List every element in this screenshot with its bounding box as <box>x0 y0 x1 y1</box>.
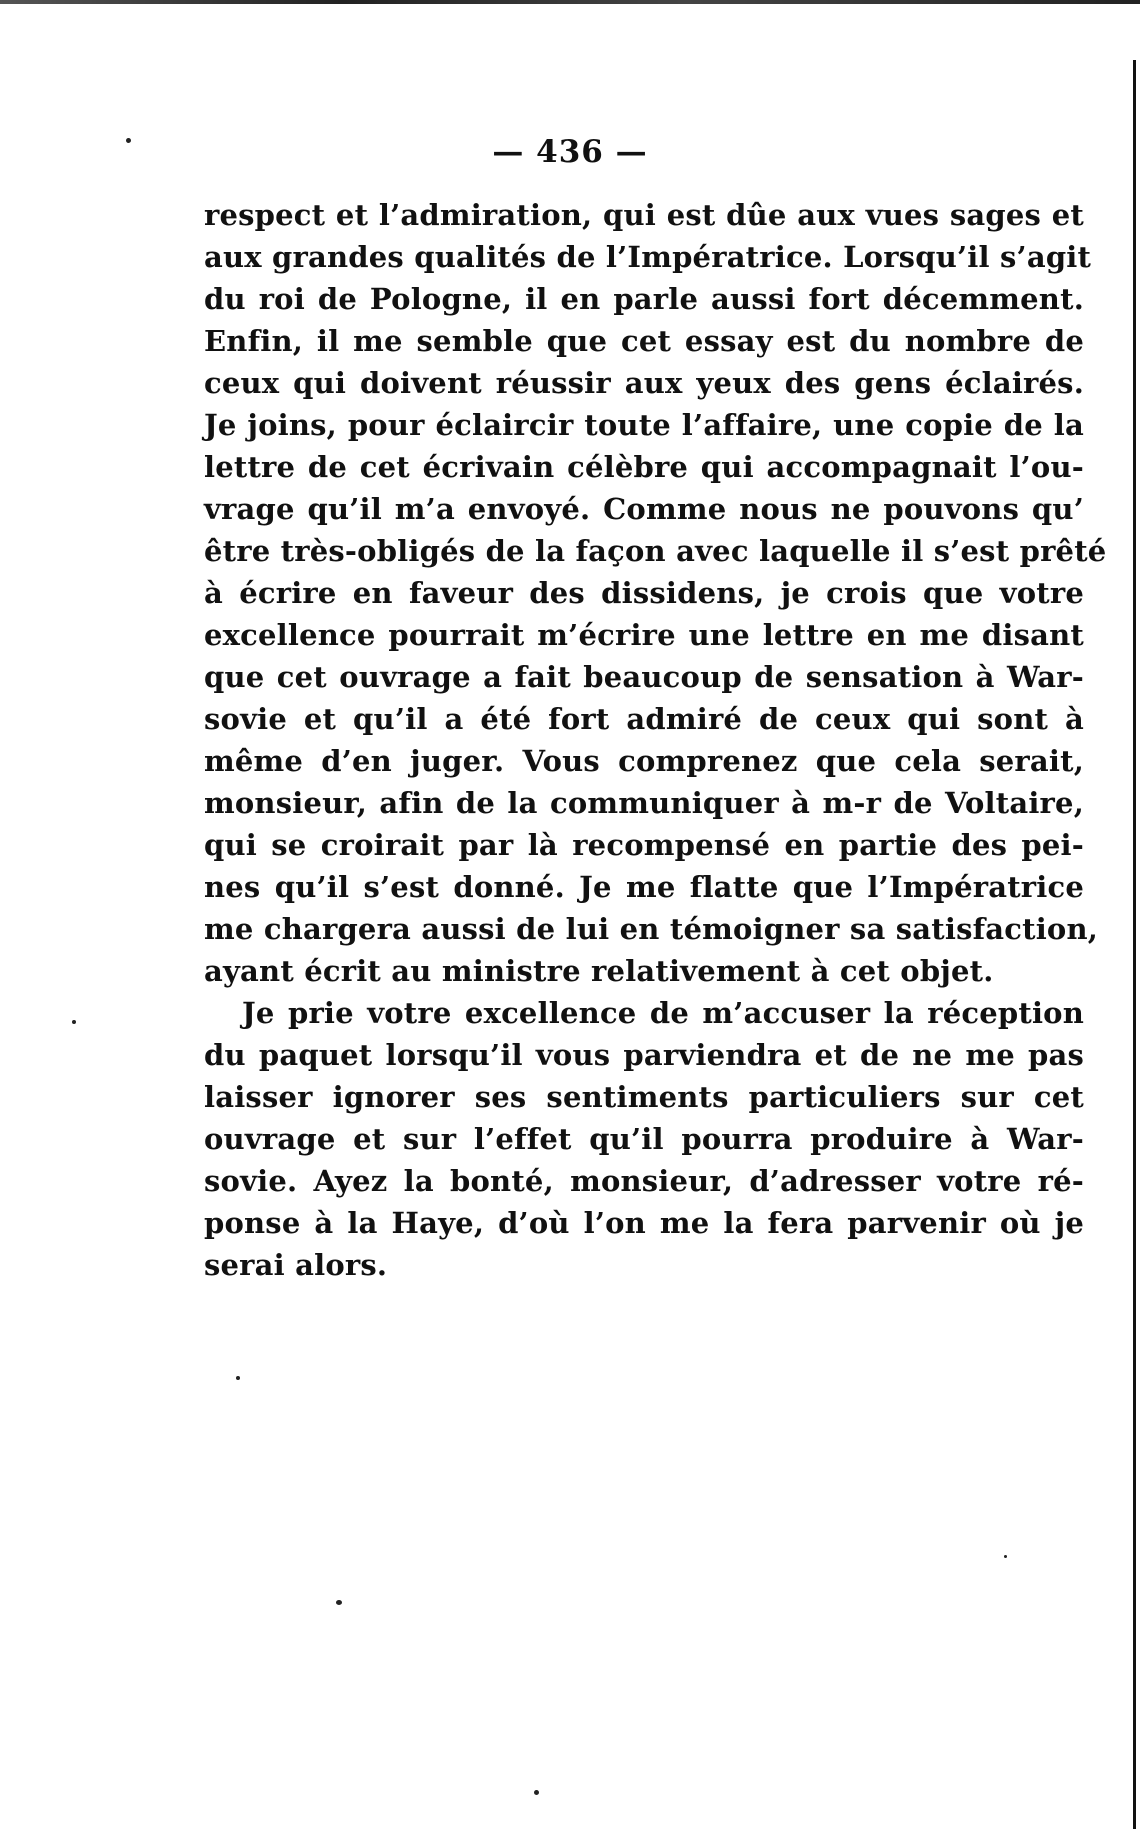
text-line: ceux qui doivent réussir aux yeux des gens éclairés. <box>204 366 1084 400</box>
text-line: monsieur, afin de la communiquer à m-r de Voltaire, <box>204 786 1084 820</box>
body-text <box>204 194 1107 1286</box>
text-line: excellence pourrait m’écrire une lettre en me disant <box>204 618 1084 652</box>
text-line: ponse à la Haye, d’où l’on me la fera parvenir où je <box>204 1206 1084 1240</box>
top-edge-rule <box>0 0 1140 4</box>
scan-speck <box>236 1376 240 1380</box>
text-line: Enfin, il me semble que cet essay est du nombre de <box>204 324 1084 358</box>
text-line: nes qu’il s’est donné. Je me flatte que l’Impératrice <box>204 870 1084 904</box>
text-line: respect et l’admiration, qui est dûe aux vues sages et <box>204 198 1084 232</box>
scan-speck <box>1004 1555 1007 1558</box>
text-line: lettre de cet écrivain célèbre qui accompagnait l’ou- <box>204 450 1084 484</box>
text-line: même d’en juger. Vous comprenez que cela serait, <box>204 744 1084 778</box>
paragraph-2 <box>204 992 1084 1286</box>
text-line: aux grandes qualités de l’Impératrice. Lorsqu’il s’agit <box>204 240 1092 274</box>
text-line: laisser ignorer ses sentiments particuliers sur cet <box>204 1080 1084 1114</box>
text-line: qui se croirait par là recompensé en partie des pei- <box>204 828 1084 862</box>
text-line: vrage qu’il m’a envoyé. Comme nous ne pouvons qu’ <box>204 492 1084 526</box>
text-line: du roi de Pologne, il en parle aussi fort décemment. <box>204 282 1084 316</box>
text-line: être très-obligés de la façon avec laquelle il s’est prêté <box>204 534 1107 568</box>
text-line: Je prie votre excellence de m’accuser la réception <box>242 996 1084 1030</box>
text-line: Je joins, pour éclaircir toute l’affaire, une copie de la <box>204 408 1084 442</box>
scan-speck <box>126 138 131 143</box>
scan-speck <box>534 1790 539 1795</box>
text-line: sovie. Ayez la bonté, monsieur, d’adresser votre ré- <box>204 1164 1084 1198</box>
text-line: ouvrage et sur l’effet qu’il pourra produire à War- <box>204 1122 1084 1156</box>
text-line: à écrire en faveur des dissidens, je crois que votre <box>204 576 1084 610</box>
text-line: du paquet lorsqu’il vous parviendra et de ne me pas <box>204 1038 1084 1072</box>
text-line: ayant écrit au ministre relativement à cet objet. <box>204 954 994 988</box>
text-line: me chargera aussi de lui en témoigner sa satisfaction, <box>204 912 1099 946</box>
page-number: — 436 — <box>492 134 648 170</box>
scan-speck <box>336 1600 342 1605</box>
scan-speck <box>72 1020 76 1024</box>
text-line: serai alors. <box>204 1248 388 1282</box>
paragraph-1 <box>204 194 1107 992</box>
text-line: que cet ouvrage a fait beaucoup de sensation à War- <box>204 660 1084 694</box>
right-edge-rule <box>1133 60 1136 1829</box>
text-line: sovie et qu’il a été fort admiré de ceux qui sont à <box>204 702 1084 736</box>
